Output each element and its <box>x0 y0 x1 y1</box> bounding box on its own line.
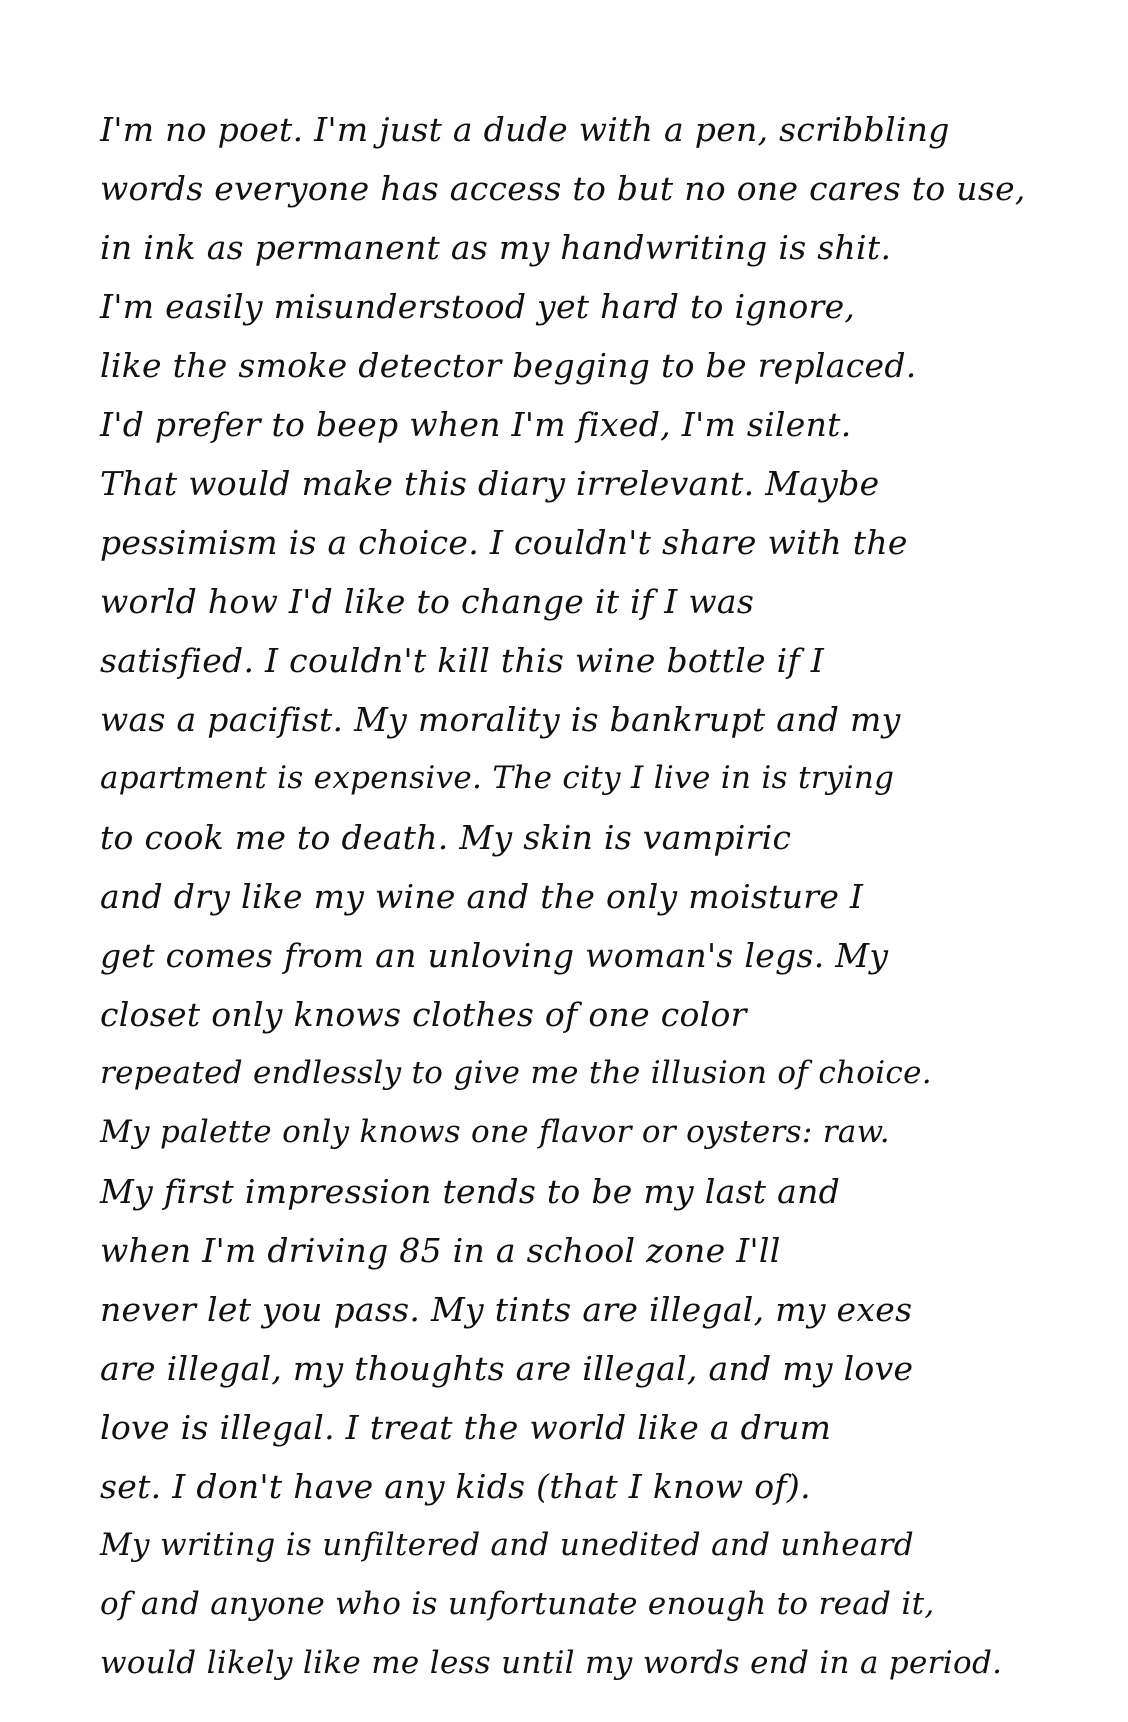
text-line: get comes from an unloving woman's legs. My <box>100 936 889 975</box>
text-line: I'm easily misunderstood yet hard to ignore, <box>100 287 856 326</box>
text-line: of and anyone who is unfortunate enough to read it, <box>100 1586 935 1622</box>
text-line: are illegal, my thoughts are illegal, and my love <box>100 1349 914 1388</box>
text-line: when I'm driving 85 in a school zone I'll <box>100 1231 781 1270</box>
text-line: to cook me to death. My skin is vampiric <box>100 818 792 857</box>
text-line: That would make this diary irrelevant. Maybe <box>100 464 880 503</box>
text-line: satisfied. I couldn't kill this wine bottle if I <box>100 641 825 680</box>
text-line: in ink as permanent as my handwriting is shit. <box>100 228 892 267</box>
text-line: My writing is unfiltered and unedited and unheard <box>100 1527 914 1563</box>
text-line: My palette only knows one flavor or oysters: raw. <box>100 1114 890 1150</box>
handwritten-text <box>100 100 1060 1693</box>
text-line: pessimism is a choice. I couldn't share with the <box>100 523 908 562</box>
text-line: words everyone has access to but no one cares to use, <box>100 169 1026 208</box>
text-line: never let you pass. My tints are illegal, my exes <box>100 1290 913 1329</box>
text-line: like the smoke detector begging to be replaced. <box>100 346 917 385</box>
text-line: apartment is expensive. The city I live in is trying <box>100 760 895 796</box>
text-line: I'm no poet. I'm just a dude with a pen, scribbling <box>100 110 950 149</box>
text-line: I'd prefer to beep when I'm fixed, I'm silent. <box>100 405 852 444</box>
text-line: was a pacifist. My morality is bankrupt and my <box>100 700 901 739</box>
text-line: set. I don't have any kids (that I know of). <box>100 1467 811 1506</box>
text-line: repeated endlessly to give me the illusion of choice. <box>100 1055 932 1091</box>
text-line: and dry like my wine and the only moisture I <box>100 877 864 916</box>
text-line: closet only knows clothes of one color <box>100 995 747 1034</box>
text-line: would likely like me less until my words end in a period. <box>100 1645 1003 1681</box>
text-line: love is illegal. I treat the world like a drum <box>100 1408 832 1447</box>
text-line: My first impression tends to be my last and <box>100 1172 841 1211</box>
text-line: world how I'd like to change it if I was <box>100 582 755 621</box>
